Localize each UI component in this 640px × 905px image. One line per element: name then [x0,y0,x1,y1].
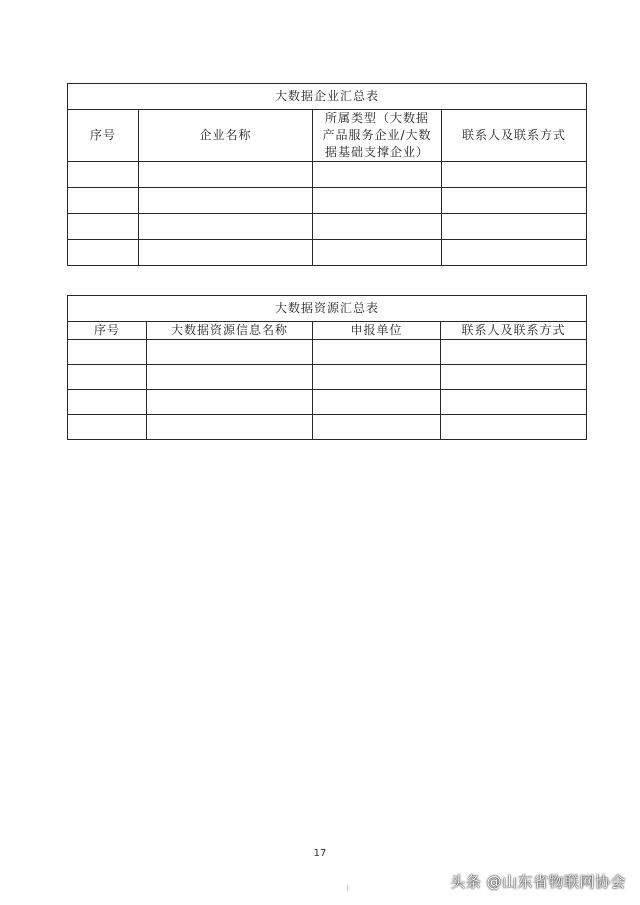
table-cell [313,415,441,440]
table-cell [68,240,139,266]
table-cell [68,415,147,440]
table-cell [442,214,587,240]
table-cell [139,162,313,188]
table-cell [313,390,441,415]
table-cell [441,340,587,365]
resource-summary-table [67,295,587,440]
table-cell [147,390,313,415]
table-row [68,240,587,266]
table-cell [313,188,442,214]
table-cell [441,390,587,415]
table-cell [147,365,313,390]
scan-mark [347,885,351,891]
table-cell [441,415,587,440]
table-cell [313,240,442,266]
column-header: 序号 [68,110,139,162]
table-cell [441,365,587,390]
table-cell [313,340,441,365]
table-row [68,162,587,188]
column-header: 联系人及联系方式 [442,110,587,162]
table-title: 大数据企业汇总表 [68,84,587,110]
table-cell [442,240,587,266]
table-row [68,214,587,240]
table-cell [68,214,139,240]
table-cell [313,214,442,240]
table-cell [68,365,147,390]
enterprise-summary-table [67,83,587,266]
column-header: 企业名称 [139,110,313,162]
table-cell [68,390,147,415]
table-row [68,365,587,390]
column-header: 所属类型（大数据产品服务企业/大数据基础支撑企业） [313,110,442,162]
column-header: 联系人及联系方式 [441,322,587,340]
table-row [68,415,587,440]
column-header: 大数据资源信息名称 [147,322,313,340]
table-row [68,188,587,214]
watermark: 头条 @山东省物联网协会 [450,873,626,891]
column-header: 序号 [68,322,147,340]
table-cell [139,240,313,266]
table-row [68,390,587,415]
table-cell [68,188,139,214]
table-cell [147,340,313,365]
table-cell [313,162,442,188]
table-cell [147,415,313,440]
table-cell [442,162,587,188]
table-cell [442,188,587,214]
page-number: 17 [313,848,327,859]
table-title: 大数据资源汇总表 [68,296,587,322]
table-cell [313,365,441,390]
column-header: 申报单位 [313,322,441,340]
table-cell [68,162,139,188]
table-row [68,340,587,365]
table-cell [139,214,313,240]
table-cell [68,340,147,365]
table-cell [139,188,313,214]
